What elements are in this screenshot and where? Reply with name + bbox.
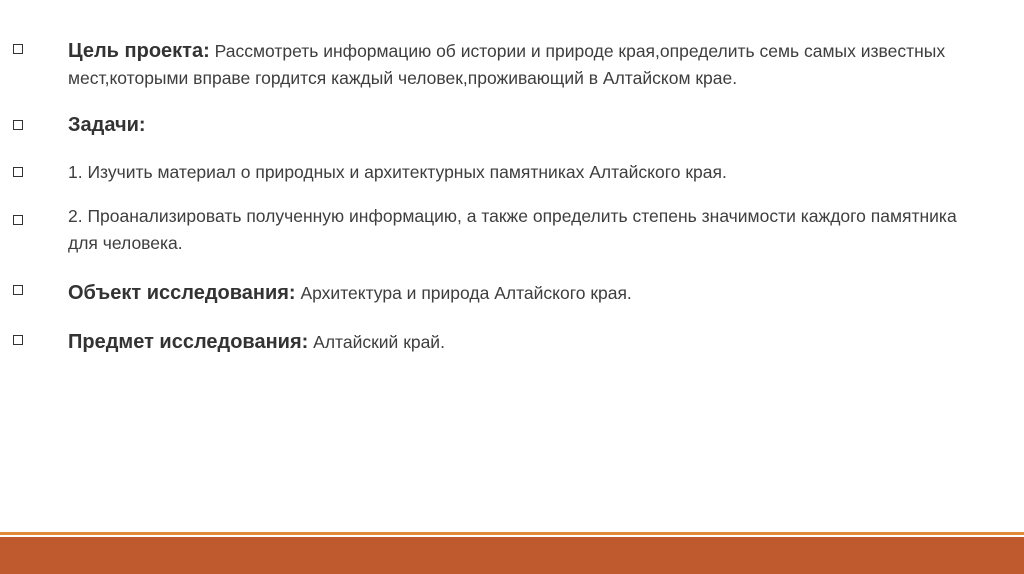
bullet-tasks-text [68, 112, 968, 139]
object-text: Архитектура и природа Алтайского края. [295, 283, 632, 303]
goal-text: Рассмотреть информацию об истории и природе края,определить семь самых известных мест,которыми вправе гордится каждый человек,проживающий в Алтайском крае. [68, 41, 946, 88]
tasks-heading: Задачи: [68, 114, 146, 136]
task-2-text: 2. Проанализировать полученную информацию, а также определить степень значимости каждого памятника для человека. [68, 206, 957, 253]
square-bullet-icon [13, 335, 23, 345]
square-bullet-icon [13, 285, 23, 295]
square-bullet-icon [13, 215, 23, 225]
square-bullet-icon [13, 120, 23, 130]
bullet-goal-text [68, 38, 968, 92]
square-bullet-icon [13, 44, 23, 54]
bullet-task-1-text [68, 159, 968, 186]
goal-heading: Цель проекта: [68, 40, 210, 62]
bullet-task-2-text [68, 203, 968, 257]
square-bullet-icon [13, 167, 23, 177]
bullet-subject-text [68, 329, 968, 356]
footer-bar [0, 537, 1024, 574]
subject-heading: Предмет исследования: [68, 331, 309, 353]
object-heading: Объект исследования: [68, 282, 296, 304]
task-1-text: 1. Изучить материал о природных и архитектурных памятниках Алтайского края. [68, 162, 727, 182]
bullet-object-text [68, 280, 968, 307]
footer-accent-line [0, 532, 1024, 535]
subject-text: Алтайский край. [308, 332, 445, 352]
